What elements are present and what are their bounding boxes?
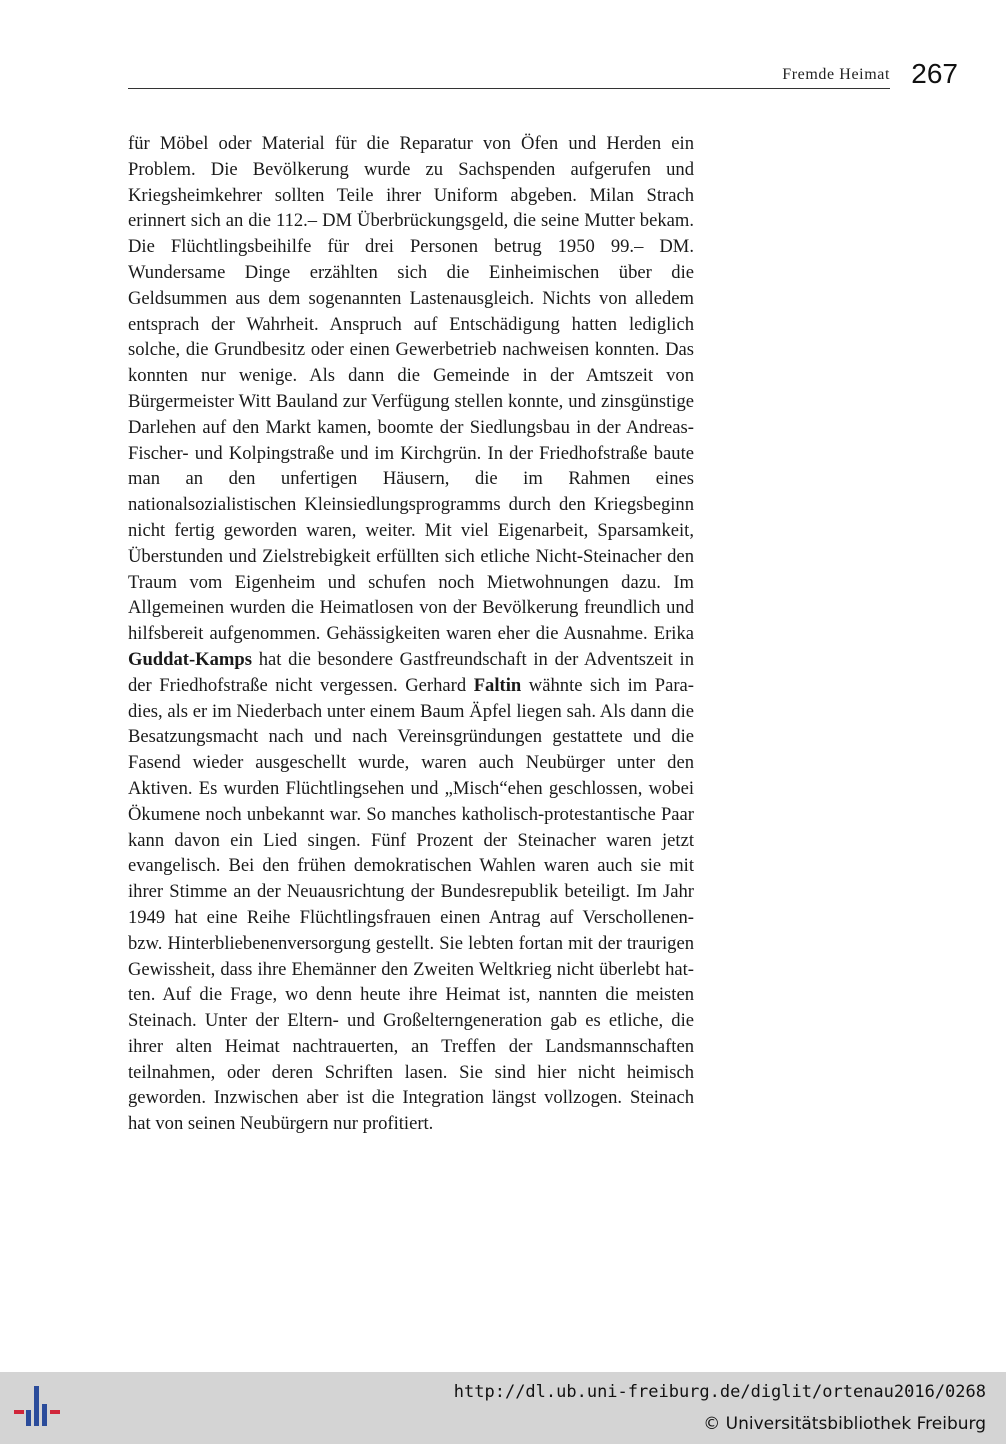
person-name-guddat-kamps: Guddat-Kamps [128, 648, 252, 670]
ub-freiburg-logo-icon [12, 1384, 64, 1432]
page-number: 267 [911, 58, 958, 89]
logo-blue-bar-short [26, 1410, 31, 1426]
footer-copyright: © Universitätsbibliothek Freiburg [703, 1414, 986, 1434]
body-segment-2: hat die besondere Gastfreundschaft in der Adventszeit in der Friedhofstraße nicht vergessen. Gerhard [128, 648, 694, 696]
logo-red-dash-left [14, 1410, 24, 1414]
header-rule [128, 88, 890, 89]
logo-blue-bar-mid [42, 1404, 47, 1426]
logo-blue-bar-tall [34, 1386, 39, 1426]
body-text [128, 131, 694, 1137]
logo-red-dash-right [50, 1410, 60, 1414]
running-title: Fremde Heimat [782, 66, 890, 83]
footer-bar [0, 1372, 1006, 1444]
person-name-faltin: Faltin [473, 674, 522, 696]
body-segment-3: wähnte sich im Paradies, als er im Niederbach unter einem Baum Äpfel liegen sah. Als dann die Besatzungsmacht nach und nach Vereinsgründungen gestattete und die Fasend wieder ausgeschellt wurde, waren auch Neubürger unter den Aktiven. Es wurden Flüchtlingsehen und „Misch“ehen geschlossen, wobei Ökumene noch unbekannt war. So manches katholisch-protestantische Paar kann davon ein Lied singen. Fünf Prozent der Steinacher waren jetzt evangelisch. Bei den frühen demokratischen Wahlen waren auch sie mit ihrer Stimme an der Neuausrichtung der Bundesrepublik beteiligt. Im Jahr 1949 hat eine Reihe Flüchtlingsfrauen einen Antrag auf Verschollenen- bzw. Hinterbliebenenversorgung gestellt. Sie lebten fortan mit der traurigen Gewissheit, dass ihre Ehemänner den Zweiten Weltkrieg nicht überlebt hatten. Auf die Frage, wo denn heute ihre Heimat ist, nannten die meisten Steinach. Unter der Eltern- und Großelterngeneration gab es etliche, die ihrer alten Heimat nachtrauerten, an Treffen der Landsmannschaften teilnahmen, oder deren Schriften lasen. Sie sind hier nicht heimisch geworden. Inzwischen aber ist die Integration längst vollzogen. Steinach hat von seinen Neubürgern nur profitiert. [128, 674, 694, 1135]
page-header [128, 60, 958, 100]
body-segment-1: für Möbel oder Material für die Reparatur von Öfen und Herden ein Problem. Die Bevölkerung wurde zu Sachspenden aufgerufen und Kriegsheimkehrer sollten Teile ihrer Uniform abgeben. Milan Strach erinnert sich an die 112.– DM Überbrückungsgeld, die seine Mutter bekam. Die Flüchtlingsbeihilfe für drei Personen betrug 1950 99.– DM. Wundersame Dinge erzählten sich die Einheimischen über die Geldsummen aus dem sogenannten Lastenausgleich. Nichts von alledem entsprach der Wahrheit. Anspruch auf Entschädigung hatten lediglich solche, die Grundbesitz oder einen Gewerbetrieb nachweisen konnten. Das konnten nur wenige. Als dann die Gemeinde in der Amtszeit von Bürgermeister Witt Bauland zur Verfügung stellen konnte, und zinsgünstige Darlehen auf den Markt kamen, boomte der Siedlungsbau in der Andreas-Fischer- und Kolpingstraße und im Kirchgrün. In der Friedhofstraße baute man an den unfertigen Häusern, die im Rahmen eines nationalsozialistischen Kleinsiedlungsprogramms durch den Kriegsbeginn nicht fertig geworden waren, weiter. Mit viel Eigenarbeit, Sparsamkeit, Überstunden und Zielstrebigkeit erfüllten sich etliche Nicht-Steinacher den Traum vom Eigenheim und schufen noch Mietwohnungen dazu. Im Allgemeinen wurden die Heimatlosen von der Bevölkerung freundlich und hilfsbereit aufgenommen. Gehässigkeiten waren eher die Ausnahme. Erika [128, 133, 694, 645]
footer-url-link[interactable]: http://dl.ub.uni-freiburg.de/diglit/ortenau2016/0268 [453, 1382, 986, 1402]
body-paragraph [128, 131, 694, 1137]
